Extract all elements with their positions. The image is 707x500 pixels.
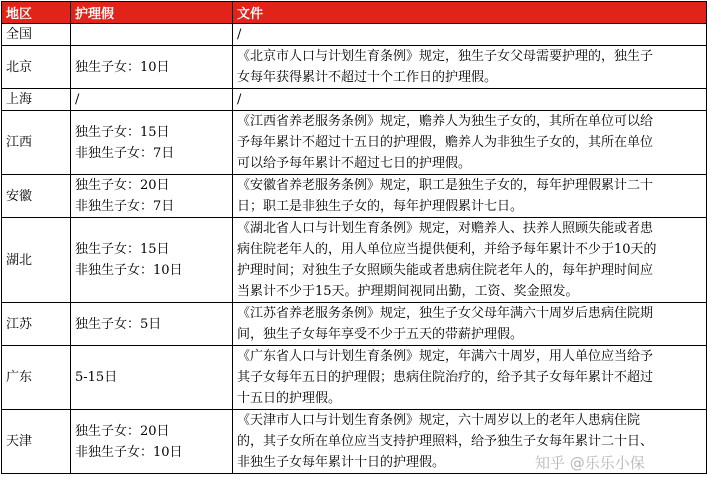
leave-cell: / (71, 89, 233, 111)
table-row (2, 111, 707, 175)
zhihu-watermark: 知乎 @乐乐小保 (535, 454, 645, 472)
region-cell: 湖北 (2, 218, 71, 303)
file-cell: 《江西省养老服务条例》规定，赡养人为独生子女的，其所在单位可以给 予每年累计不超过十五日的护理假，赡养人为非独生子女的，其所在单位 可以给予每年累计不超过七日的护理假。 (233, 111, 707, 175)
table-row (2, 218, 707, 303)
nursing-leave-table (1, 1, 707, 474)
file-cell: / (233, 24, 707, 46)
leave-cell: 独生子女：20日 非独生子女：7日 (71, 175, 233, 218)
region-cell: 江西 (2, 111, 71, 175)
table-row (2, 303, 707, 346)
region-cell: 北京 (2, 46, 71, 89)
file-cell: 《广东省人口与计划生育条例》规定，年满六十周岁，用人单位应当给予 其子女每年五日的护理假；患病住院治疗的，给予其子女每年累计不超过 十五日的护理假。 (233, 346, 707, 410)
table-row (2, 89, 707, 111)
file-cell: 《江苏省养老服务条例》规定，独生子女父母年满六十周岁后患病住院期 间，独生子女每年享受不少于五天的带薪护理假。 (233, 303, 707, 346)
file-cell: 《安徽省养老服务条例》规定，职工是独生子女的，每年护理假累计二十 日；职工是非独生子女的，每年护理假累计七日。 (233, 175, 707, 218)
header-file: 文件 (233, 2, 707, 24)
leave-cell: 独生子女：15日 非独生子女：10日 (71, 218, 233, 303)
region-cell: 广东 (2, 346, 71, 410)
leave-cell: 独生子女：5日 (71, 303, 233, 346)
leave-cell: 独生子女：10日 (71, 46, 233, 89)
header-region: 地区 (2, 2, 71, 24)
region-cell: 全国 (2, 24, 71, 46)
file-cell: / (233, 89, 707, 111)
table-row (2, 24, 707, 46)
region-cell: 安徽 (2, 175, 71, 218)
file-cell: 《北京市人口与计划生育条例》规定，独生子女父母需要护理的，独生子 女每年获得累计不超过十个工作日的护理假。 (233, 46, 707, 89)
header-leave: 护理假 (71, 2, 233, 24)
table-row (2, 175, 707, 218)
table-row (2, 46, 707, 89)
region-cell: 江苏 (2, 303, 71, 346)
file-cell: 《天津市人口与计划生育条例》规定，六十周岁以上的老年人患病住院 的，其子女所在单位应当支持护理照料，给予独生子女每年累计二十日、 非独生子女每年累计十日的护理假。 (233, 410, 707, 474)
region-cell: 天津 (2, 410, 71, 474)
file-cell: 《湖北省人口与计划生育条例》规定，对赡养人、扶养人照顾失能或者患 病住院老年人的，用人单位应当提供便利，并给予每年累计不少于10天的 护理时间；对独生子女照顾失能或者患病住院老年人的，每年护理时间应 当累计不少于15天。护理期间视同出勤，工资、奖金照发。 (233, 218, 707, 303)
region-cell: 上海 (2, 89, 71, 111)
leave-cell: 5-15日 (71, 346, 233, 410)
leave-cell (71, 24, 233, 46)
leave-cell: 独生子女：20日 非独生子女：10日 (71, 410, 233, 474)
table-row (2, 346, 707, 410)
header-row (2, 2, 707, 24)
leave-cell: 独生子女：15日 非独生子女：7日 (71, 111, 233, 175)
